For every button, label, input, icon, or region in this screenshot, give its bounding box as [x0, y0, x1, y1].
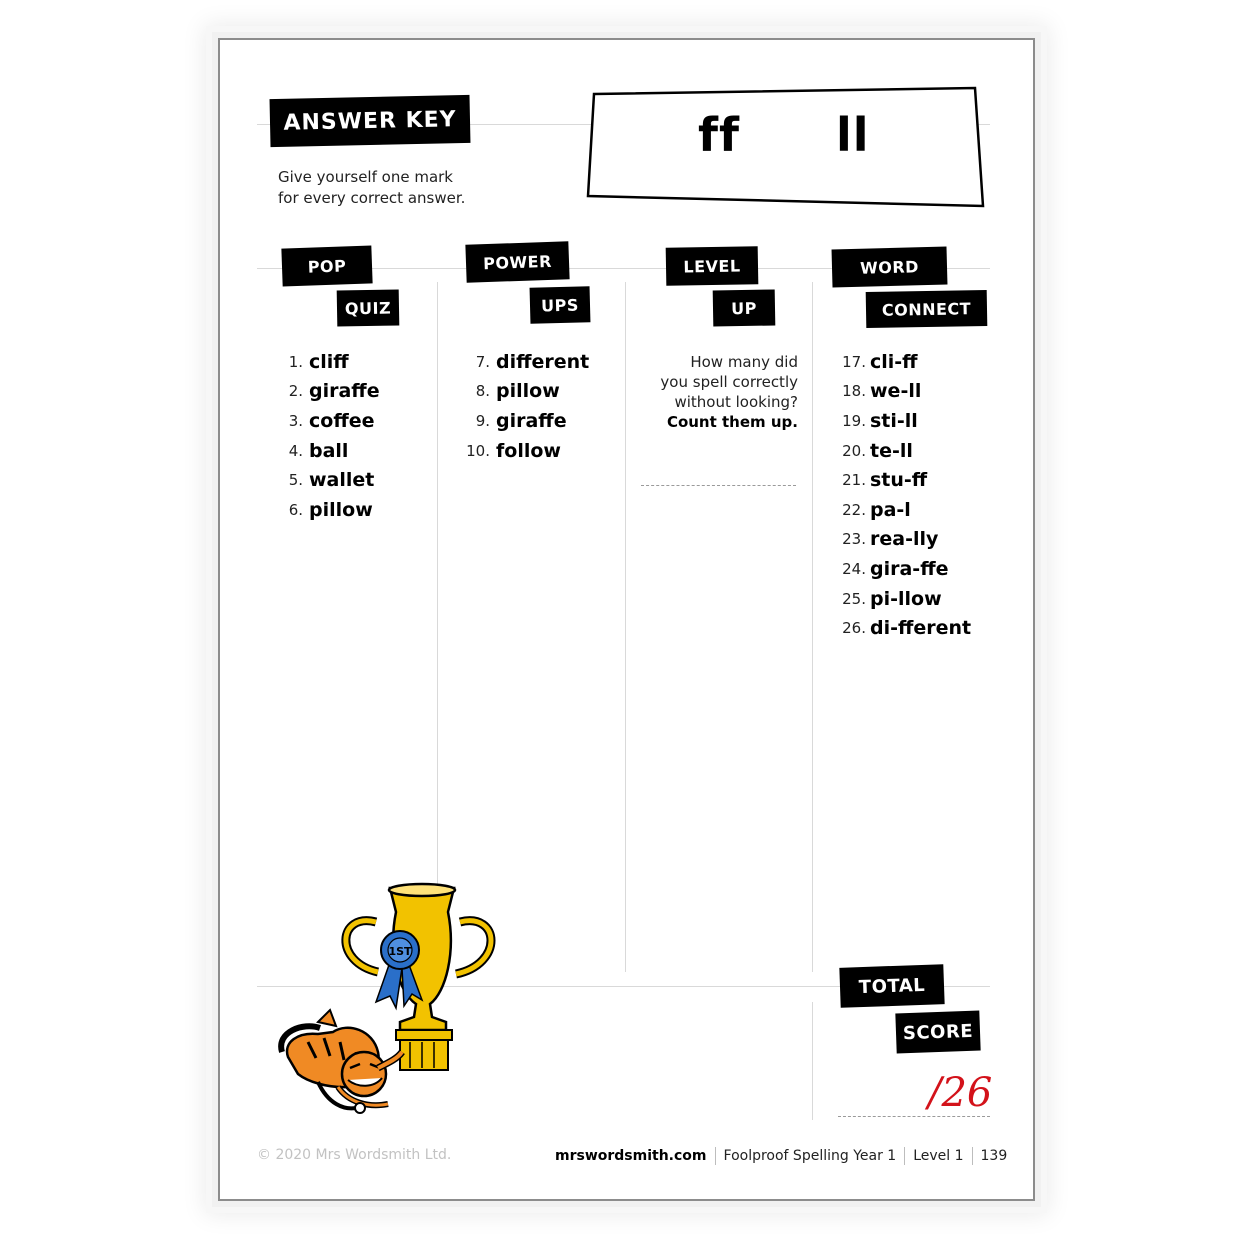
list-item: 8. pillow	[475, 380, 560, 403]
instructions-line1: Give yourself one mark	[278, 168, 453, 186]
footer-level: Level 1	[913, 1148, 964, 1164]
list-item: 7. different	[475, 350, 590, 373]
word-connect-tag-connect: CONNECT	[866, 290, 988, 328]
total-score-value: /26	[928, 1070, 993, 1116]
column-divider-2	[625, 282, 626, 972]
word-connect-tag-word: WORD	[832, 247, 948, 288]
level-up-question: How many did you spell correctly without looking? Count them up.	[660, 353, 798, 431]
list-item: 24. gira-ffe	[842, 557, 949, 580]
footer-separator	[715, 1147, 716, 1165]
power-ups-list	[464, 347, 619, 465]
total-tag: TOTAL	[839, 964, 944, 1008]
level-up-answer-line	[641, 485, 796, 486]
power-ups-tag-power: POWER	[465, 241, 569, 283]
power-ups-tag-ups: UPS	[530, 286, 591, 324]
list-item: 2. giraffe	[288, 380, 380, 403]
list-item: 6. pillow	[288, 498, 373, 521]
score-answer-line	[838, 1116, 990, 1117]
tiger-trophy-illustration	[278, 882, 508, 1122]
level-up-tag-level: LEVEL	[666, 246, 759, 286]
footer-info	[555, 1147, 1007, 1165]
footer-copyright: © 2020 Mrs Wordsmith Ltd.	[257, 1147, 452, 1163]
total-divider	[812, 1002, 813, 1120]
footer-separator	[904, 1147, 905, 1165]
column-divider-3	[812, 282, 813, 972]
pop-quiz-list	[277, 347, 427, 525]
pop-quiz-tag-quiz: QUIZ	[337, 289, 400, 326]
column-divider-1	[437, 282, 438, 972]
footer-page-number: 139	[980, 1148, 1008, 1164]
list-item: 22. pa-l	[842, 498, 911, 521]
list-item: 1. cliff	[288, 350, 349, 373]
instructions	[278, 167, 465, 209]
sound-frame	[585, 84, 995, 210]
list-item: 20. te-ll	[842, 439, 913, 462]
list-item: 4. ball	[288, 439, 349, 462]
list-item: 25. pi-llow	[842, 587, 942, 610]
instructions-line2: for every correct answer.	[278, 189, 466, 207]
list-item: 9. giraffe	[475, 409, 567, 432]
footer-site-link[interactable]: mrswordsmith.com	[555, 1148, 707, 1164]
level-up-tag-up: UP	[713, 289, 776, 326]
sound-ff: ff	[698, 108, 741, 162]
list-item: 17. cli-ff	[842, 350, 918, 373]
sound-ll: ll	[836, 108, 870, 162]
ribbon-badge-text: 1ST	[388, 945, 412, 958]
list-item: 21. stu-ff	[842, 469, 928, 492]
word-connect-list	[832, 347, 1002, 643]
list-item: 5. wallet	[288, 469, 375, 492]
pop-quiz-tag-pop: POP	[281, 245, 372, 286]
answer-key-title: ANSWER KEY	[270, 95, 471, 147]
footer-separator	[972, 1147, 973, 1165]
list-item: 18. we-ll	[842, 380, 922, 403]
score-tag: SCORE	[895, 1011, 980, 1054]
list-item: 3. coffee	[288, 409, 375, 432]
list-item: 26. di-fferent	[842, 617, 972, 640]
worksheet-page	[218, 38, 1035, 1201]
footer-book: Foolproof Spelling Year 1	[723, 1148, 897, 1164]
list-item: 10. follow	[466, 439, 561, 462]
list-item: 23. rea-lly	[842, 528, 939, 551]
list-item: 19. sti-ll	[842, 409, 918, 432]
